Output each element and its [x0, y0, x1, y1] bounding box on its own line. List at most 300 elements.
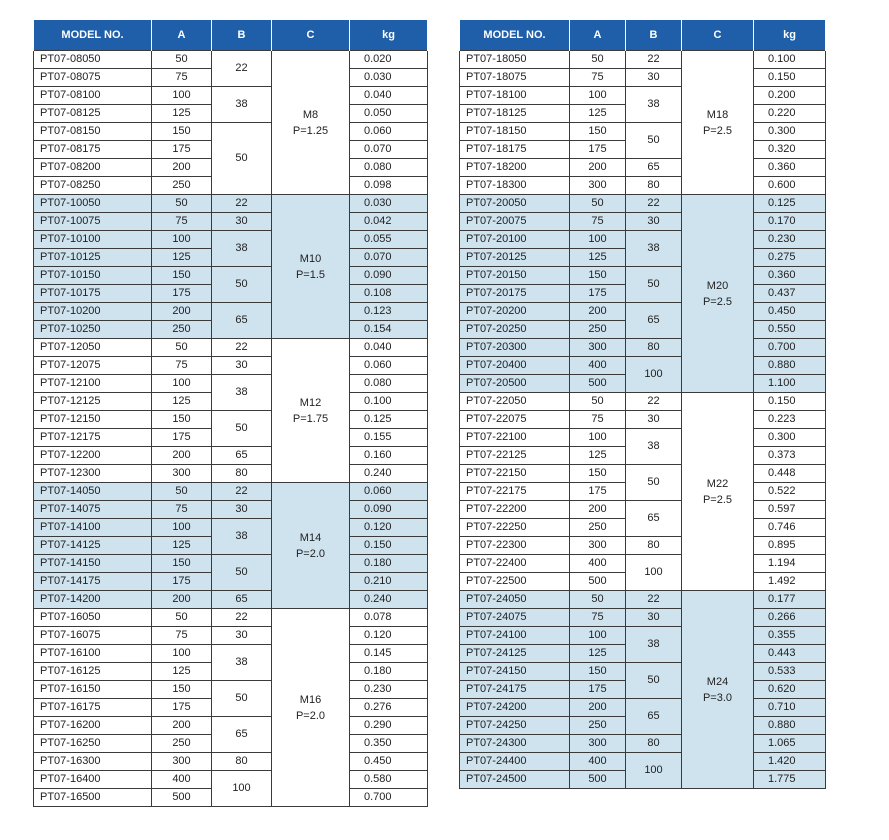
c-cell — [682, 195, 754, 393]
b-cell: 22 — [212, 51, 272, 87]
header-a: A — [570, 20, 626, 51]
model-cell: PT07-08100 — [34, 87, 152, 105]
table-row — [460, 663, 826, 681]
header-kg: kg — [350, 20, 428, 51]
kg-cell: 0.070 — [350, 249, 428, 267]
model-cell: PT07-10150 — [34, 267, 152, 285]
a-cell: 150 — [152, 411, 212, 429]
model-cell: PT07-14100 — [34, 519, 152, 537]
model-cell: PT07-18075 — [460, 69, 570, 87]
table-row — [34, 213, 428, 231]
model-cell: PT07-12100 — [34, 375, 152, 393]
a-cell: 400 — [570, 357, 626, 375]
model-cell: PT07-16500 — [34, 789, 152, 807]
c-cell — [682, 393, 754, 591]
a-cell: 125 — [570, 105, 626, 123]
a-cell: 50 — [570, 393, 626, 411]
model-cell: PT07-22050 — [460, 393, 570, 411]
kg-cell: 0.090 — [350, 501, 428, 519]
b-cell: 38 — [626, 231, 682, 267]
model-cell: PT07-08200 — [34, 159, 152, 177]
table-row — [34, 645, 428, 663]
model-cell: PT07-10175 — [34, 285, 152, 303]
a-cell: 125 — [152, 105, 212, 123]
a-cell: 150 — [152, 681, 212, 699]
b-cell: 65 — [626, 699, 682, 735]
model-cell: PT07-16250 — [34, 735, 152, 753]
kg-cell: 0.060 — [350, 483, 428, 501]
b-cell: 30 — [626, 411, 682, 429]
table-row — [460, 213, 826, 231]
a-cell: 50 — [152, 195, 212, 213]
kg-cell: 1.492 — [754, 573, 826, 591]
a-cell: 50 — [152, 483, 212, 501]
b-cell: 38 — [212, 87, 272, 123]
b-cell: 30 — [626, 609, 682, 627]
model-cell: PT07-12150 — [34, 411, 152, 429]
header-model: MODEL NO. — [34, 20, 152, 51]
table-row — [460, 51, 826, 69]
a-cell: 100 — [152, 87, 212, 105]
b-cell: 80 — [626, 537, 682, 555]
kg-cell: 0.300 — [754, 123, 826, 141]
model-cell: PT07-08175 — [34, 141, 152, 159]
a-cell: 125 — [570, 645, 626, 663]
b-cell: 100 — [626, 753, 682, 789]
model-cell: PT07-22075 — [460, 411, 570, 429]
b-cell: 80 — [626, 735, 682, 753]
a-cell: 125 — [152, 663, 212, 681]
a-cell: 200 — [152, 303, 212, 321]
a-cell: 500 — [570, 771, 626, 789]
table-row — [34, 303, 428, 321]
kg-cell: 0.220 — [754, 105, 826, 123]
model-cell: PT07-12125 — [34, 393, 152, 411]
model-cell: PT07-12175 — [34, 429, 152, 447]
thread-size: M12 — [299, 396, 322, 409]
c-cell — [272, 483, 350, 609]
kg-cell: 0.620 — [754, 681, 826, 699]
kg-cell: 0.275 — [754, 249, 826, 267]
model-cell: PT07-24175 — [460, 681, 570, 699]
a-cell: 100 — [152, 375, 212, 393]
table-row — [460, 465, 826, 483]
model-cell: PT07-24500 — [460, 771, 570, 789]
table-row — [460, 159, 826, 177]
model-cell: PT07-18100 — [460, 87, 570, 105]
thread-pitch: P=1.75 — [292, 412, 329, 425]
thread-size: M14 — [299, 531, 322, 544]
kg-cell: 0.150 — [754, 69, 826, 87]
model-cell: PT07-14050 — [34, 483, 152, 501]
kg-cell: 0.160 — [350, 447, 428, 465]
table-row — [34, 681, 428, 699]
table-row — [34, 339, 428, 357]
kg-cell: 1.775 — [754, 771, 826, 789]
table-row — [34, 501, 428, 519]
a-cell: 100 — [570, 87, 626, 105]
kg-cell: 0.180 — [350, 555, 428, 573]
model-cell: PT07-08250 — [34, 177, 152, 195]
b-cell: 50 — [212, 411, 272, 447]
kg-cell: 0.170 — [754, 213, 826, 231]
b-cell: 80 — [212, 465, 272, 483]
a-cell: 175 — [570, 141, 626, 159]
table-row — [460, 231, 826, 249]
b-cell: 30 — [626, 69, 682, 87]
kg-cell: 0.210 — [350, 573, 428, 591]
a-cell: 250 — [570, 519, 626, 537]
model-cell: PT07-22175 — [460, 483, 570, 501]
kg-cell: 0.230 — [754, 231, 826, 249]
kg-cell: 0.230 — [350, 681, 428, 699]
model-cell: PT07-10200 — [34, 303, 152, 321]
table-row — [34, 267, 428, 285]
model-cell: PT07-22250 — [460, 519, 570, 537]
b-cell: 30 — [212, 213, 272, 231]
kg-cell: 0.030 — [350, 195, 428, 213]
kg-cell: 0.290 — [350, 717, 428, 735]
a-cell: 100 — [570, 231, 626, 249]
kg-cell: 0.070 — [350, 141, 428, 159]
table-row — [460, 609, 826, 627]
kg-cell: 0.880 — [754, 717, 826, 735]
model-cell: PT07-18200 — [460, 159, 570, 177]
model-cell: PT07-14175 — [34, 573, 152, 591]
kg-cell: 0.180 — [350, 663, 428, 681]
a-cell: 50 — [570, 195, 626, 213]
b-cell: 50 — [212, 555, 272, 591]
table-row — [460, 303, 826, 321]
kg-cell: 0.050 — [350, 105, 428, 123]
b-cell: 50 — [212, 123, 272, 195]
kg-cell: 0.450 — [350, 753, 428, 771]
model-cell: PT07-16175 — [34, 699, 152, 717]
model-cell: PT07-12075 — [34, 357, 152, 375]
a-cell: 75 — [570, 411, 626, 429]
kg-cell: 0.448 — [754, 465, 826, 483]
model-cell: PT07-16300 — [34, 753, 152, 771]
kg-cell: 0.055 — [350, 231, 428, 249]
a-cell: 250 — [152, 177, 212, 195]
a-cell: 150 — [570, 123, 626, 141]
header-a: A — [152, 20, 212, 51]
a-cell: 175 — [570, 681, 626, 699]
a-cell: 75 — [152, 627, 212, 645]
a-cell: 250 — [570, 321, 626, 339]
b-cell: 38 — [212, 645, 272, 681]
model-cell: PT07-20400 — [460, 357, 570, 375]
a-cell: 200 — [152, 447, 212, 465]
model-cell: PT07-08150 — [34, 123, 152, 141]
table-row — [460, 501, 826, 519]
a-cell: 300 — [570, 177, 626, 195]
a-cell: 200 — [152, 591, 212, 609]
a-cell: 400 — [570, 753, 626, 771]
kg-cell: 0.360 — [754, 159, 826, 177]
a-cell: 75 — [152, 213, 212, 231]
b-cell: 80 — [212, 753, 272, 771]
kg-cell: 0.240 — [350, 591, 428, 609]
table-row — [460, 735, 826, 753]
thread-size: M20 — [706, 279, 729, 292]
kg-cell: 0.123 — [350, 303, 428, 321]
model-cell: PT07-16200 — [34, 717, 152, 735]
kg-cell: 0.042 — [350, 213, 428, 231]
kg-cell: 0.443 — [754, 645, 826, 663]
b-cell: 38 — [626, 627, 682, 663]
thread-pitch: P=2.5 — [702, 124, 733, 137]
table-row — [34, 591, 428, 609]
table-row — [460, 555, 826, 573]
model-cell: PT07-24100 — [460, 627, 570, 645]
kg-cell: 0.078 — [350, 609, 428, 627]
kg-cell: 0.580 — [350, 771, 428, 789]
a-cell: 400 — [152, 771, 212, 789]
b-cell: 38 — [626, 87, 682, 123]
model-cell: PT07-12200 — [34, 447, 152, 465]
model-cell: PT07-10050 — [34, 195, 152, 213]
thread-size: M10 — [299, 252, 322, 265]
model-cell: PT07-10075 — [34, 213, 152, 231]
a-cell: 125 — [152, 393, 212, 411]
b-cell: 30 — [626, 213, 682, 231]
model-cell: PT07-24150 — [460, 663, 570, 681]
a-cell: 150 — [152, 123, 212, 141]
kg-cell: 0.320 — [754, 141, 826, 159]
model-cell: PT07-24075 — [460, 609, 570, 627]
kg-cell: 0.100 — [350, 393, 428, 411]
header-b: B — [212, 20, 272, 51]
b-cell: 38 — [212, 231, 272, 267]
a-cell: 175 — [570, 285, 626, 303]
a-cell: 500 — [570, 375, 626, 393]
table-header — [460, 20, 826, 51]
kg-cell: 0.880 — [754, 357, 826, 375]
table-row — [34, 357, 428, 375]
kg-cell: 1.065 — [754, 735, 826, 753]
a-cell: 100 — [152, 645, 212, 663]
model-cell: PT07-18175 — [460, 141, 570, 159]
model-cell: PT07-24050 — [460, 591, 570, 609]
a-cell: 125 — [570, 249, 626, 267]
model-cell: PT07-20100 — [460, 231, 570, 249]
b-cell: 30 — [212, 357, 272, 375]
kg-cell: 0.746 — [754, 519, 826, 537]
kg-cell: 0.600 — [754, 177, 826, 195]
kg-cell: 0.150 — [350, 537, 428, 555]
kg-cell: 0.060 — [350, 357, 428, 375]
model-cell: PT07-16125 — [34, 663, 152, 681]
kg-cell: 0.710 — [754, 699, 826, 717]
a-cell: 250 — [152, 321, 212, 339]
kg-cell: 0.080 — [350, 159, 428, 177]
b-cell: 65 — [212, 717, 272, 753]
b-cell: 38 — [626, 429, 682, 465]
a-cell: 150 — [570, 267, 626, 285]
model-cell: PT07-10250 — [34, 321, 152, 339]
c-cell — [272, 609, 350, 807]
model-cell: PT07-22500 — [460, 573, 570, 591]
kg-cell: 0.120 — [350, 519, 428, 537]
table-row — [460, 753, 826, 771]
thread-pitch: P=1.25 — [292, 124, 329, 137]
kg-cell: 0.700 — [754, 339, 826, 357]
kg-cell: 0.276 — [350, 699, 428, 717]
model-cell: PT07-14200 — [34, 591, 152, 609]
a-cell: 200 — [570, 159, 626, 177]
table-row — [34, 465, 428, 483]
a-cell: 75 — [570, 213, 626, 231]
kg-cell: 0.120 — [350, 627, 428, 645]
model-cell: PT07-18125 — [460, 105, 570, 123]
b-cell: 38 — [212, 375, 272, 411]
table-row — [34, 717, 428, 735]
a-cell: 500 — [152, 789, 212, 807]
table-row — [34, 519, 428, 537]
table-row — [34, 87, 428, 105]
thread-pitch: P=2.5 — [702, 493, 733, 506]
b-cell: 50 — [626, 663, 682, 699]
kg-cell: 0.100 — [754, 51, 826, 69]
model-cell: PT07-12300 — [34, 465, 152, 483]
table-row — [34, 195, 428, 213]
model-cell: PT07-14075 — [34, 501, 152, 519]
model-cell: PT07-20150 — [460, 267, 570, 285]
kg-cell: 0.522 — [754, 483, 826, 501]
model-cell: PT07-20200 — [460, 303, 570, 321]
kg-cell: 0.350 — [350, 735, 428, 753]
table-row — [34, 231, 428, 249]
table-row — [460, 537, 826, 555]
a-cell: 75 — [152, 69, 212, 87]
kg-cell: 0.437 — [754, 285, 826, 303]
thread-pitch: P=1.5 — [295, 268, 326, 281]
a-cell: 300 — [570, 339, 626, 357]
b-cell: 22 — [626, 51, 682, 69]
model-cell: PT07-16075 — [34, 627, 152, 645]
model-cell: PT07-22125 — [460, 447, 570, 465]
a-cell: 125 — [570, 447, 626, 465]
model-cell: PT07-16100 — [34, 645, 152, 663]
model-cell: PT07-16400 — [34, 771, 152, 789]
table-row — [460, 339, 826, 357]
table-row — [34, 375, 428, 393]
kg-cell: 0.200 — [754, 87, 826, 105]
table-row — [34, 123, 428, 141]
c-cell — [682, 51, 754, 195]
b-cell: 50 — [626, 465, 682, 501]
a-cell: 300 — [152, 753, 212, 771]
table-row — [460, 393, 826, 411]
kg-cell: 1.194 — [754, 555, 826, 573]
c-cell — [272, 339, 350, 483]
kg-cell: 0.145 — [350, 645, 428, 663]
kg-cell: 0.098 — [350, 177, 428, 195]
kg-cell: 0.080 — [350, 375, 428, 393]
table-row — [460, 411, 826, 429]
b-cell: 100 — [212, 771, 272, 807]
header-c: C — [682, 20, 754, 51]
table-row — [34, 447, 428, 465]
model-cell: PT07-12050 — [34, 339, 152, 357]
b-cell: 22 — [626, 195, 682, 213]
kg-cell: 0.550 — [754, 321, 826, 339]
b-cell: 30 — [212, 627, 272, 645]
a-cell: 300 — [570, 537, 626, 555]
thread-size: M8 — [302, 108, 319, 121]
kg-cell: 0.177 — [754, 591, 826, 609]
kg-cell: 0.060 — [350, 123, 428, 141]
model-cell: PT07-10100 — [34, 231, 152, 249]
b-cell: 22 — [212, 195, 272, 213]
b-cell: 30 — [212, 501, 272, 519]
table-row — [34, 771, 428, 789]
model-cell: PT07-14150 — [34, 555, 152, 573]
kg-cell: 0.090 — [350, 267, 428, 285]
model-cell: PT07-18300 — [460, 177, 570, 195]
thread-size: M24 — [706, 675, 729, 688]
a-cell: 300 — [570, 735, 626, 753]
a-cell: 175 — [570, 483, 626, 501]
a-cell: 75 — [152, 357, 212, 375]
a-cell: 150 — [152, 555, 212, 573]
table-row — [34, 483, 428, 501]
kg-cell: 1.100 — [754, 375, 826, 393]
thread-pitch: P=2.5 — [702, 295, 733, 308]
model-cell: PT07-16150 — [34, 681, 152, 699]
a-cell: 100 — [570, 429, 626, 447]
thread-pitch: P=2.0 — [295, 547, 326, 560]
b-cell: 22 — [212, 483, 272, 501]
a-cell: 150 — [570, 663, 626, 681]
a-cell: 175 — [152, 429, 212, 447]
kg-cell: 0.373 — [754, 447, 826, 465]
b-cell: 22 — [626, 393, 682, 411]
table-header — [34, 20, 428, 51]
a-cell: 50 — [152, 339, 212, 357]
model-cell: PT07-08050 — [34, 51, 152, 69]
model-cell: PT07-22400 — [460, 555, 570, 573]
kg-cell: 0.125 — [350, 411, 428, 429]
a-cell: 50 — [152, 51, 212, 69]
a-cell: 100 — [570, 627, 626, 645]
model-cell: PT07-24125 — [460, 645, 570, 663]
a-cell: 200 — [152, 717, 212, 735]
a-cell: 200 — [570, 501, 626, 519]
a-cell: 250 — [152, 735, 212, 753]
a-cell: 50 — [570, 591, 626, 609]
kg-cell: 0.895 — [754, 537, 826, 555]
kg-cell: 0.533 — [754, 663, 826, 681]
kg-cell: 0.040 — [350, 87, 428, 105]
b-cell: 50 — [626, 267, 682, 303]
kg-cell: 0.150 — [754, 393, 826, 411]
table-row — [460, 69, 826, 87]
a-cell: 75 — [152, 501, 212, 519]
b-cell: 38 — [212, 519, 272, 555]
kg-cell: 0.223 — [754, 411, 826, 429]
model-cell: PT07-20050 — [460, 195, 570, 213]
table-row — [460, 627, 826, 645]
a-cell: 200 — [570, 699, 626, 717]
model-cell: PT07-10125 — [34, 249, 152, 267]
kg-cell: 0.300 — [754, 429, 826, 447]
table-row — [460, 177, 826, 195]
a-cell: 175 — [152, 141, 212, 159]
table-row — [34, 555, 428, 573]
model-cell: PT07-20250 — [460, 321, 570, 339]
